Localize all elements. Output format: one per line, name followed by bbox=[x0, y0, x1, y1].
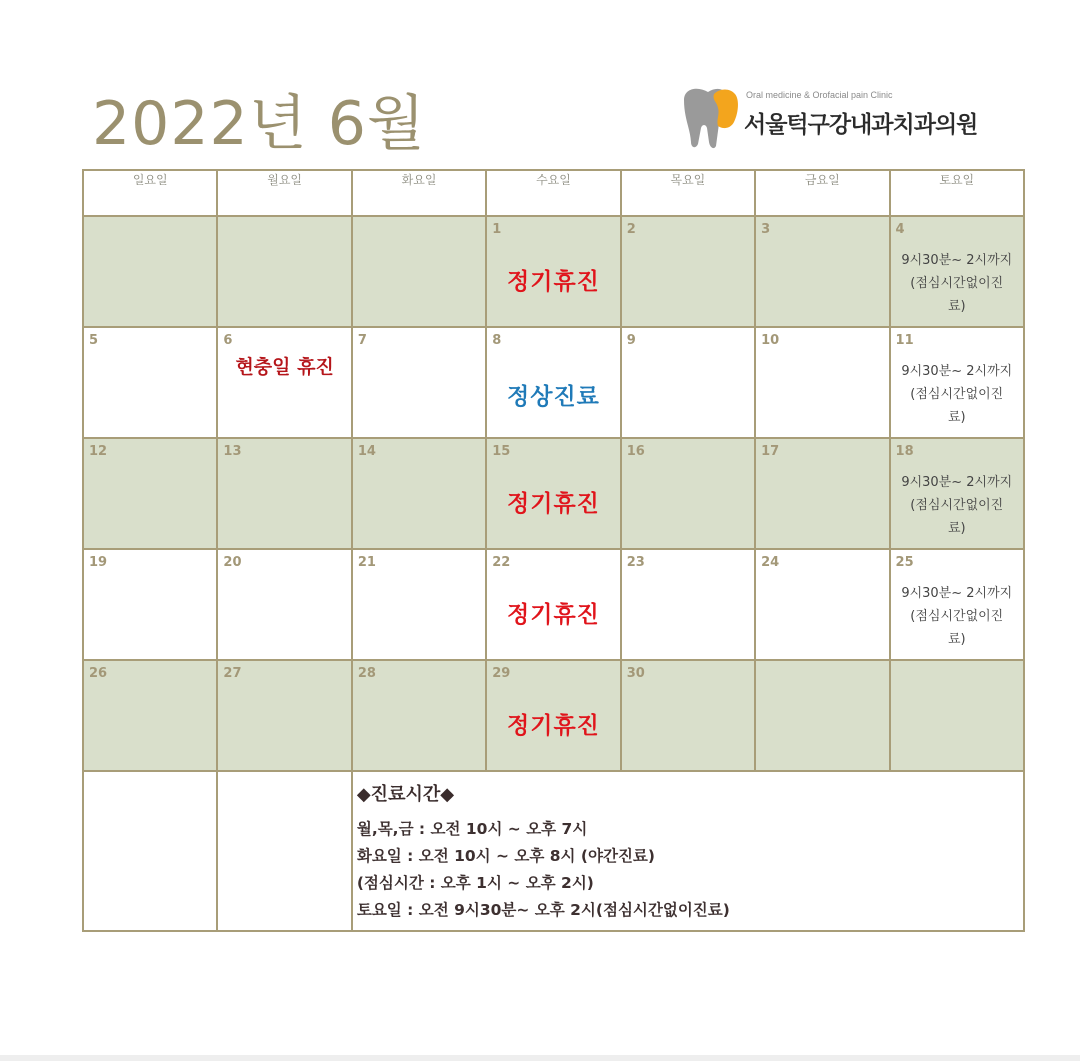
weekday-tuesday: 화요일 bbox=[352, 170, 486, 216]
day-number: 24 bbox=[761, 555, 780, 570]
day-cell bbox=[352, 216, 486, 327]
day-cell bbox=[890, 660, 1024, 771]
day-cell bbox=[755, 438, 889, 549]
clinic-name: 서울턱구강내과치과의원 bbox=[744, 112, 978, 138]
day-cell bbox=[890, 327, 1024, 438]
day-number: 22 bbox=[492, 555, 511, 570]
day-number: 13 bbox=[223, 444, 242, 459]
day-cell bbox=[83, 216, 217, 327]
saturday-hours-line: 료) bbox=[947, 410, 966, 425]
saturday-hours-note bbox=[893, 249, 1021, 318]
day-number: 19 bbox=[89, 555, 108, 570]
day-cell bbox=[352, 327, 486, 438]
day-cell bbox=[217, 549, 351, 660]
calendar-table bbox=[82, 169, 1025, 932]
day-number: 29 bbox=[492, 666, 511, 681]
day-cell bbox=[621, 327, 755, 438]
day-cell bbox=[217, 216, 351, 327]
day-number: 30 bbox=[626, 666, 645, 681]
day-cell bbox=[352, 438, 486, 549]
saturday-hours-note bbox=[893, 582, 1021, 651]
day-number: 7 bbox=[357, 333, 367, 348]
page-title: 2022년 6월 bbox=[92, 89, 426, 159]
day-number: 8 bbox=[492, 333, 502, 348]
saturday-hours-line: 료) bbox=[947, 632, 966, 647]
saturday-hours-note bbox=[893, 471, 1021, 540]
day-number: 25 bbox=[895, 555, 914, 570]
day-number: 18 bbox=[895, 444, 914, 459]
weekday-saturday: 토요일 bbox=[890, 170, 1024, 216]
day-cell bbox=[486, 438, 620, 549]
weekday-sunday: 일요일 bbox=[83, 170, 217, 216]
day-cell bbox=[621, 549, 755, 660]
day-number: 10 bbox=[761, 333, 780, 348]
saturday-hours-line: 료) bbox=[947, 521, 966, 536]
office-hours-line: 화요일 : 오전 10시 ~ 오후 8시 (야간진료) bbox=[356, 847, 655, 865]
day-number: 15 bbox=[492, 444, 511, 459]
day-cell bbox=[755, 660, 889, 771]
day-cell bbox=[890, 216, 1024, 327]
day-cell bbox=[83, 327, 217, 438]
day-cell bbox=[486, 549, 620, 660]
day-cell bbox=[755, 216, 889, 327]
day-number: 16 bbox=[626, 444, 645, 459]
closed-notice: 정기휴진 bbox=[507, 713, 600, 739]
day-number: 23 bbox=[626, 555, 645, 570]
day-cell bbox=[486, 327, 620, 438]
day-cell bbox=[486, 660, 620, 771]
day-number: 1 bbox=[492, 222, 502, 237]
day-cell bbox=[890, 438, 1024, 549]
day-number: 12 bbox=[89, 444, 108, 459]
office-hours-title: ◆진료시간◆ bbox=[356, 784, 455, 805]
weekday-header-row bbox=[83, 170, 1024, 216]
day-number: 26 bbox=[89, 666, 108, 681]
weekday-wednesday: 수요일 bbox=[486, 170, 620, 216]
tooth-icon bbox=[680, 86, 742, 150]
day-cell bbox=[217, 660, 351, 771]
office-hours-list bbox=[357, 816, 730, 924]
closed-notice: 정기휴진 bbox=[507, 602, 600, 628]
holiday-notice: 현충일 휴진 bbox=[235, 356, 334, 378]
weekday-thursday: 목요일 bbox=[621, 170, 755, 216]
day-number: 2 bbox=[626, 222, 636, 237]
day-number: 28 bbox=[357, 666, 376, 681]
office-hours-line: 토요일 : 오전 9시30분~ 오후 2시(점심시간없이진료) bbox=[356, 901, 730, 919]
day-number: 14 bbox=[357, 444, 376, 459]
saturday-hours-line: (점심시간없이진 bbox=[910, 387, 1004, 402]
saturday-hours-line: 9시30분~ 2시까지 bbox=[901, 586, 1013, 601]
office-hours-line: (점심시간 : 오후 1시 ~ 오후 2시) bbox=[356, 874, 594, 892]
day-cell bbox=[83, 549, 217, 660]
day-cell bbox=[83, 438, 217, 549]
office-hours-cell bbox=[352, 771, 1024, 931]
closed-notice: 정기휴진 bbox=[507, 491, 600, 517]
day-number: 21 bbox=[357, 555, 376, 570]
week-row-2 bbox=[83, 327, 1024, 438]
saturday-hours-line: (점심시간없이진 bbox=[910, 276, 1004, 291]
weekday-monday: 월요일 bbox=[217, 170, 351, 216]
saturday-hours-line: 료) bbox=[947, 299, 966, 314]
saturday-hours-note bbox=[893, 360, 1021, 429]
day-cell bbox=[755, 327, 889, 438]
day-cell bbox=[83, 660, 217, 771]
day-cell bbox=[621, 438, 755, 549]
day-cell bbox=[621, 660, 755, 771]
hours-info-row bbox=[83, 771, 1024, 931]
week-row-5 bbox=[83, 660, 1024, 771]
day-number: 17 bbox=[761, 444, 780, 459]
day-number: 27 bbox=[223, 666, 242, 681]
day-number: 3 bbox=[761, 222, 771, 237]
day-cell bbox=[755, 549, 889, 660]
day-cell bbox=[352, 549, 486, 660]
empty-cell bbox=[83, 771, 217, 931]
week-row-4 bbox=[83, 549, 1024, 660]
day-cell bbox=[217, 327, 351, 438]
saturday-hours-line: 9시30분~ 2시까지 bbox=[901, 475, 1013, 490]
normal-hours-notice: 정상진료 bbox=[507, 384, 600, 410]
office-hours-line: 월,목,금 : 오전 10시 ~ 오후 7시 bbox=[356, 820, 588, 838]
clinic-logo bbox=[680, 86, 1010, 150]
day-number: 5 bbox=[89, 333, 99, 348]
day-number: 9 bbox=[626, 333, 636, 348]
saturday-hours-line: (점심시간없이진 bbox=[910, 609, 1004, 624]
day-number: 4 bbox=[895, 222, 905, 237]
day-number: 6 bbox=[223, 333, 233, 348]
bottom-strip bbox=[0, 1055, 1080, 1061]
saturday-hours-line: (점심시간없이진 bbox=[910, 498, 1004, 513]
week-row-1 bbox=[83, 216, 1024, 327]
logo-subtitle: Oral medicine & Orofacial pain Clinic bbox=[746, 90, 893, 100]
day-cell bbox=[217, 438, 351, 549]
saturday-hours-line: 9시30분~ 2시까지 bbox=[901, 253, 1013, 268]
day-number: 11 bbox=[895, 333, 914, 348]
weekday-friday: 금요일 bbox=[755, 170, 889, 216]
week-row-3 bbox=[83, 438, 1024, 549]
day-cell bbox=[352, 660, 486, 771]
day-cell bbox=[486, 216, 620, 327]
saturday-hours-line: 9시30분~ 2시까지 bbox=[901, 364, 1013, 379]
day-cell bbox=[890, 549, 1024, 660]
empty-cell bbox=[217, 771, 351, 931]
closed-notice: 정기휴진 bbox=[507, 269, 600, 295]
day-cell bbox=[621, 216, 755, 327]
day-number: 20 bbox=[223, 555, 242, 570]
